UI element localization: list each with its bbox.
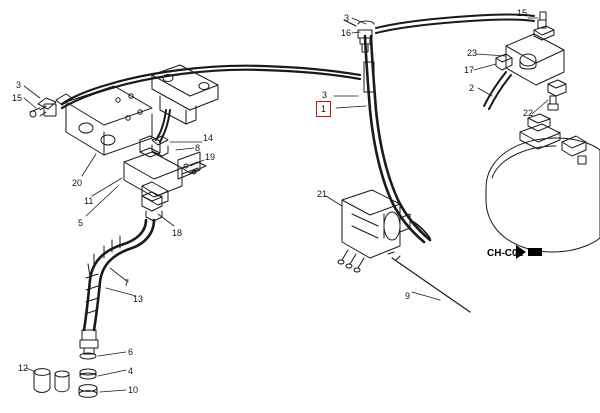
- right-fitting-stack: [548, 80, 586, 164]
- main-vertical-hose: [365, 36, 430, 242]
- callout-18: 18: [172, 228, 183, 238]
- callout-3-left-upper: 3: [16, 80, 22, 90]
- callout-3-center-top: 3: [344, 13, 350, 23]
- callout-13: 13: [133, 294, 144, 304]
- callout-7: 7: [124, 278, 130, 288]
- callout-9: 9: [405, 291, 411, 301]
- short-hose-left: [152, 110, 170, 156]
- callout-1-highlight: 1: [316, 101, 331, 117]
- callout-5: 5: [78, 218, 84, 228]
- callout-8: 8: [195, 143, 201, 153]
- callout-10: 10: [128, 385, 139, 395]
- callout-12: 12: [18, 363, 29, 373]
- accumulator-tank: [486, 114, 600, 252]
- callout-22: 22: [523, 108, 534, 118]
- callout-15-left: 15: [12, 93, 23, 103]
- callout-19: 19: [205, 152, 216, 162]
- lower-curved-hose: [80, 220, 154, 354]
- left-valve-block: [66, 86, 152, 155]
- bottom-small-parts: [34, 353, 97, 397]
- callout-16: 16: [341, 28, 352, 38]
- callout-6: 6: [128, 347, 134, 357]
- callout-3-center: 3: [322, 90, 328, 100]
- callout-11: 11: [84, 196, 94, 206]
- callout-20: 20: [72, 178, 83, 188]
- code-label-ch-c02: CH-C02: [487, 248, 524, 259]
- callout-4: 4: [128, 366, 134, 376]
- callout-17: 17: [464, 65, 475, 75]
- callout-2: 2: [469, 83, 475, 93]
- top-right-hose: [376, 15, 534, 34]
- callout-21: 21: [317, 189, 328, 199]
- callout-23: 23: [467, 48, 478, 58]
- callout-15-right: 15: [517, 8, 528, 18]
- callout-14: 14: [203, 133, 214, 143]
